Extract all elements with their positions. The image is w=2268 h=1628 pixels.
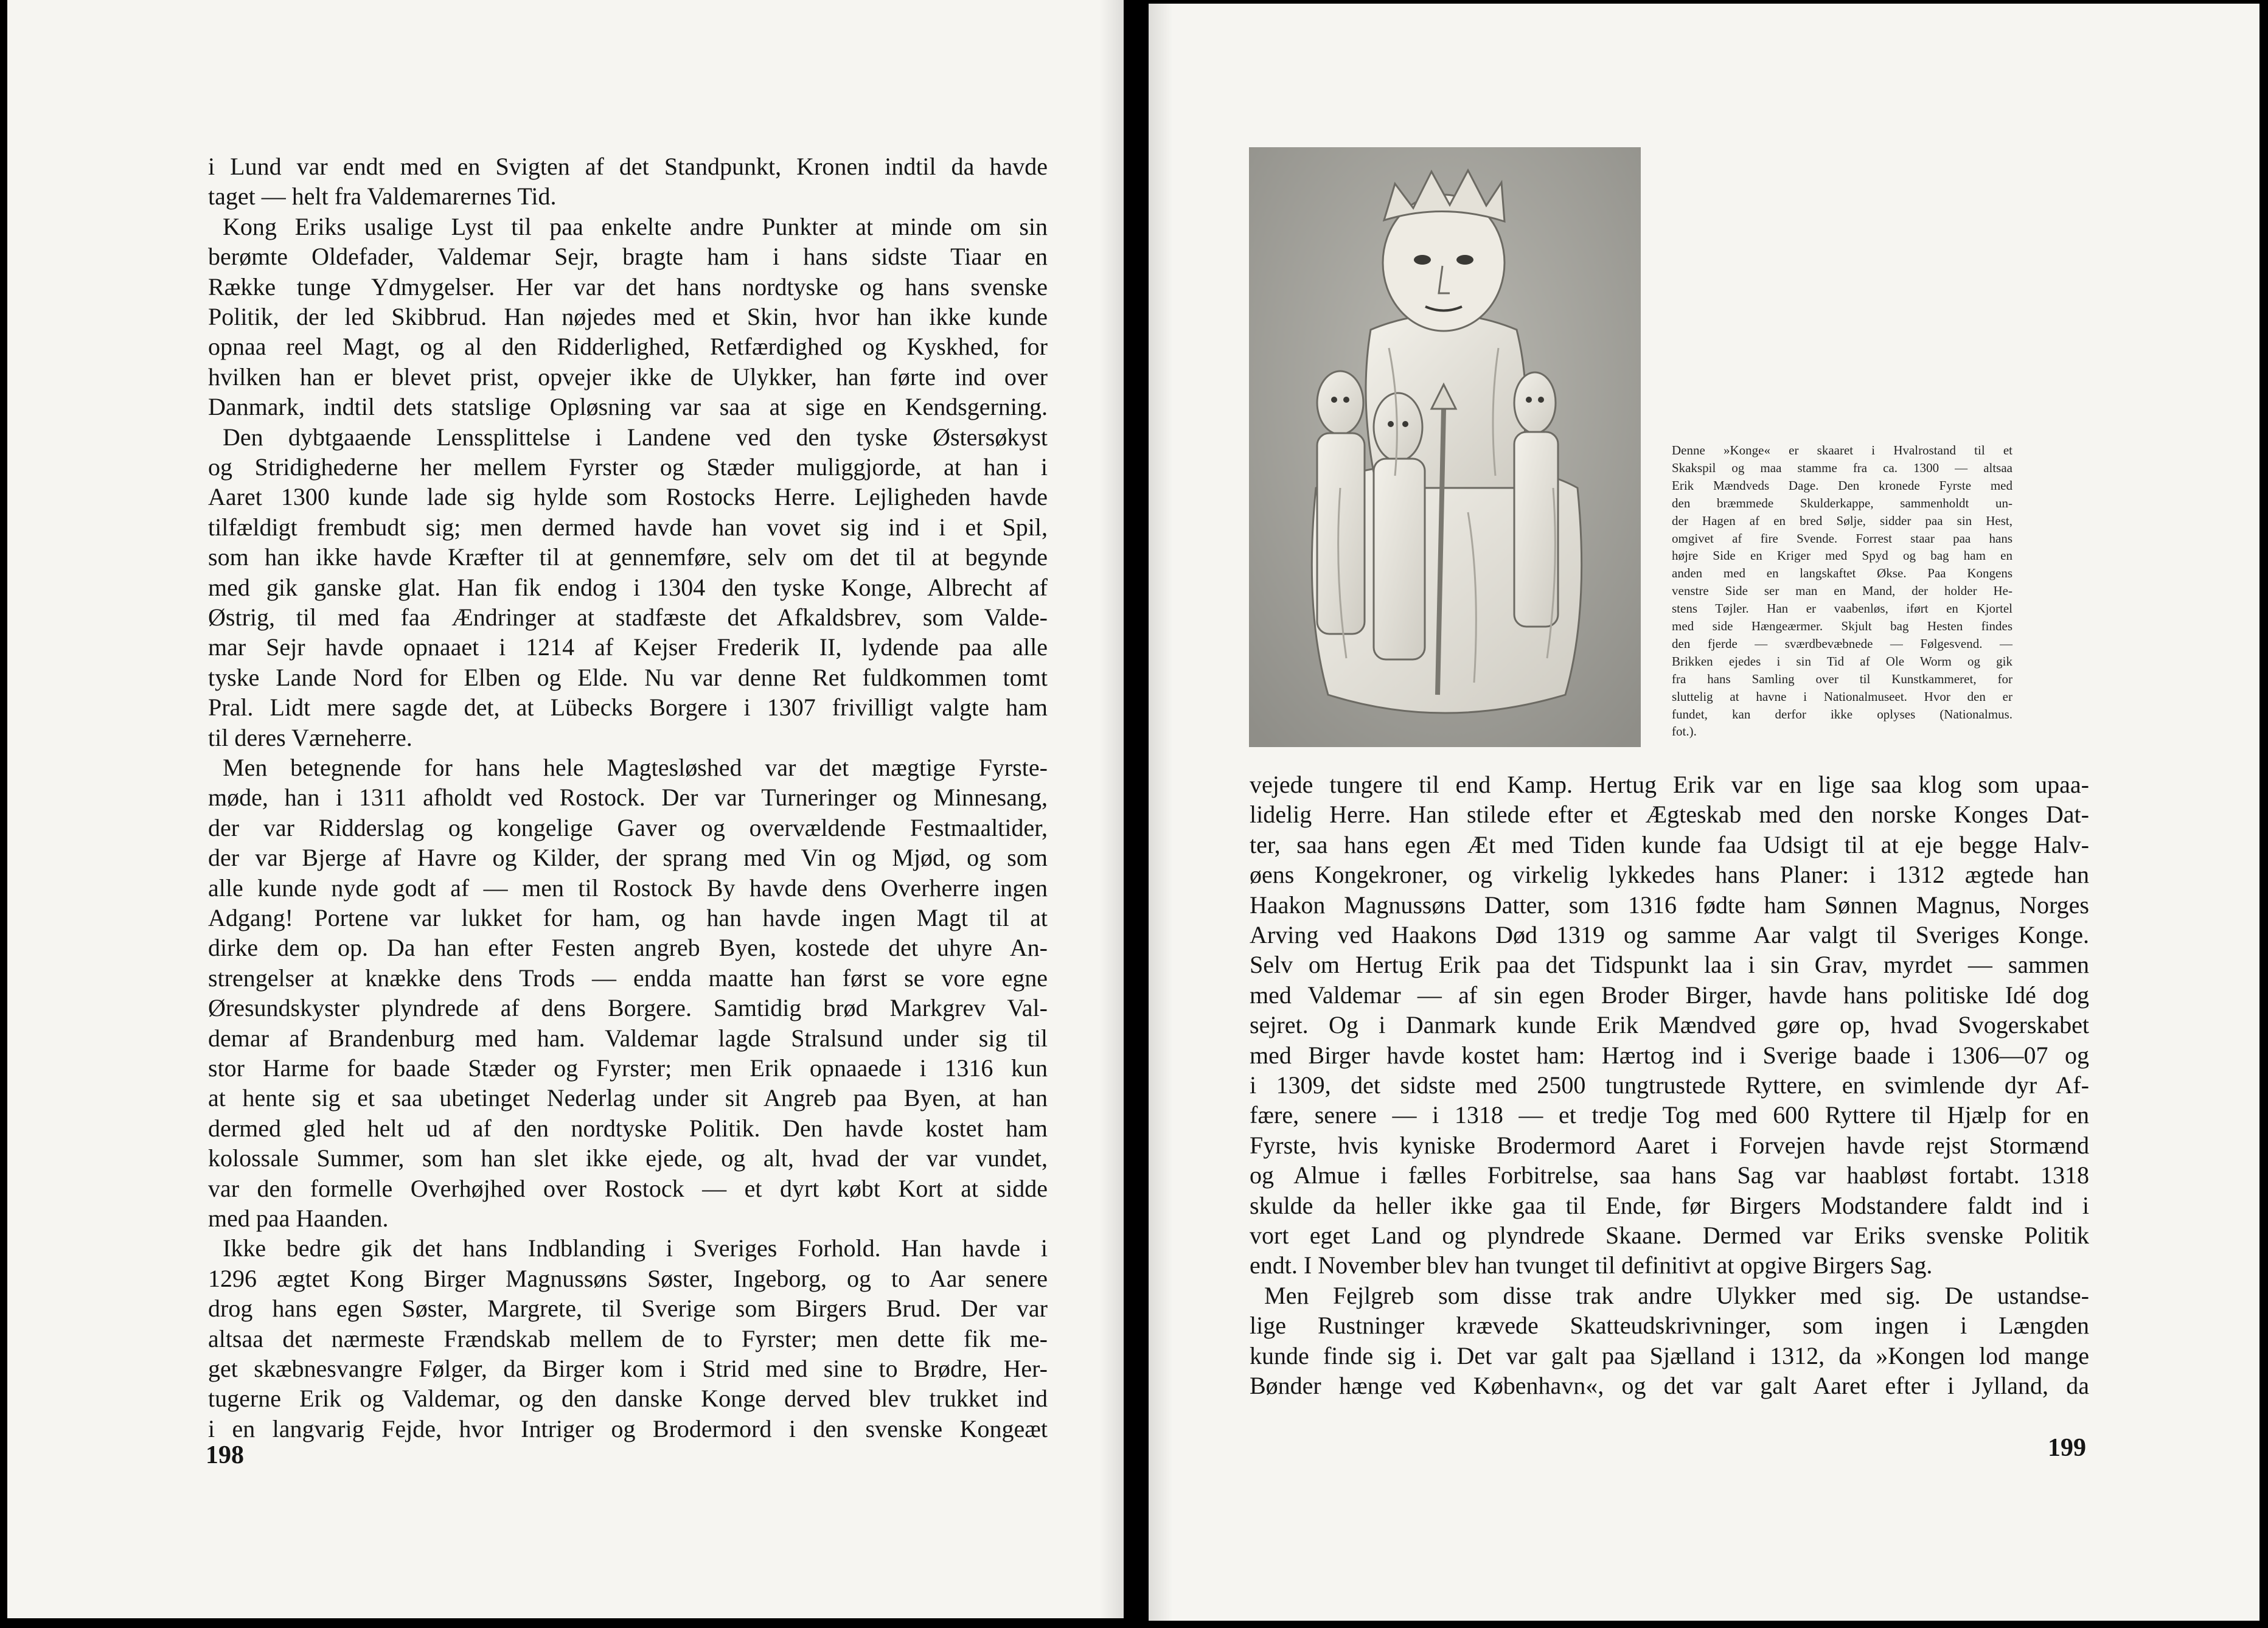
left-page [7,0,1124,1618]
caption-line: stens Tøjler. Han er vaabenløs, iført en Kjortel [1672,601,2012,616]
body-text-line: Fyrste, hvis kyniske Brodermord Aaret i Forvejen havde rejst Stormænd [1250,1131,2089,1159]
body-text-line: med Birger havde kostet ham: Hærtog ind i Sverige baade i 1306—07 og [1250,1041,2089,1069]
body-text-line: Politik, der led Skibbrud. Han nøjedes med et Skin, hvor han ikke kunde [208,303,1048,330]
body-text-line: der var Ridderslag og kongelige Gaver og overvældende Festmaaltider, [208,813,1048,841]
gutter-shadow [1149,4,1173,1621]
body-text-line: taget — helt fra Valdemarernes Tid. [208,183,557,210]
body-text-line: Øresundskyster plyndrede af dens Borgere. Samtidig brød Markgrev Val- [208,994,1048,1022]
body-text-line: alle kunde nyde godt af — men til Rostock By havde dens Overherre ingen [208,874,1048,902]
chess-king-photo [1249,147,1641,747]
body-text-line: Men Fejlgreb som disse trak andre Ulykker med sig. De ustandse- [1264,1281,2089,1309]
body-text-line: Selv om Hertug Erik paa det Tidspunkt laa i sin Grav, myrdet — sammen [1250,951,2089,979]
body-text-line: dirke dem op. Da han efter Festen angreb Byen, kostede det uhyre An- [208,934,1048,962]
body-text-line: berømte Oldefader, Valdemar Sejr, bragte ham i hans sidste Tiaar en [208,243,1048,271]
body-text-line: Ikke bedre gik det hans Indblanding i Sveriges Forhold. Han havde i [223,1234,1048,1262]
body-text-line: altsaa det nærmeste Frændskab mellem de to Fyrster; men dette fik me- [208,1324,1048,1352]
body-text-line: drog hans egen Søster, Margrete, til Sverige som Birgers Brud. Der var [208,1295,1048,1323]
body-text-line: med gik ganske glat. Han fik endog i 1304 den tyske Konge, Albrecht af [208,573,1048,601]
body-text-line: øens Kongekroner, og virkelig lykkedes hans Planer: i 1312 ægtede han [1250,861,2089,889]
body-text-line: som han ikke havde Kræfter til at gennemføre, selv om det til at begynde [208,543,1048,571]
body-text-line: skulde da heller ikke gaa til Ende, før Birgers Modstandere faldt ind i [1250,1191,2089,1219]
body-text-line: Den dybtgaaende Lenssplittelse i Landene ved den tyske Østersøkyst [223,423,1048,451]
caption-line: der Hagen af en bred Sølje, sidder paa sin Hest, [1672,513,2012,528]
body-text-line: i 1309, det sidste med 2500 tungtrustede Ryttere, en svimlende dyr Af- [1250,1071,2089,1099]
body-text-line: Østrig, til med faa Ændringer at stadfæste det Afkaldsbrev, som Valde- [208,604,1048,631]
body-text-line: vejede tungere til end Kamp. Hertug Erik var en lige saa klog som upaa- [1250,771,2089,798]
body-text-line: opnaa reel Magt, og al den Ridderlighed, Retfærdighed og Kyskhed, for [208,333,1048,361]
body-text-line: 1296 ægtet Kong Birger Magnussøns Søster, Ingeborg, og to Aar senere [208,1264,1048,1292]
body-text-line: Bønder hænge ved København«, og det var galt Aaret efter i Jylland, da [1250,1372,2089,1399]
gutter-shadow [1099,0,1124,1618]
body-text-line: get skæbnesvangre Følger, da Birger kom i Strid med sine to Brødre, Her- [208,1355,1048,1382]
body-text-line: og Stridighederne her mellem Fyrster og Stæder muliggjorde, at han i [208,453,1048,481]
ivory-chess-king-icon [1249,147,1641,747]
body-text-line: til deres Værneherre. [208,723,412,751]
caption-line: sluttelig at havne i Nationalmuseet. Hvor den er [1672,689,2012,704]
body-text-line: stor Harme for baade Stæder og Fyrster; men Erik opnaaede i 1316 kun [208,1054,1048,1082]
body-text-line: og Almue i fælles Forbitrelse, saa hans Sag var haabløst fortabt. 1318 [1250,1161,2089,1189]
body-text-line: tilfældigt frembudt sig; men dermed havde han vovet sig ind i et Spil, [208,513,1048,541]
body-text-line: Aaret 1300 kunde lade sig hylde som Rostocks Herre. Lejligheden havde [208,483,1048,511]
page-number-right: 199 [2048,1434,2086,1462]
body-text-line: fære, senere — i 1318 — et tredje Tog med 600 Ryttere til Hjælp for en [1250,1101,2089,1129]
body-text-line: Række tunge Ydmygelser. Her var det hans nordtyske og hans svenske [208,273,1048,301]
body-text-line: Pral. Lidt mere sagde det, at Lübecks Borgere i 1307 frivilligt valgte ham [208,694,1048,722]
body-text-line: med paa Haanden. [208,1205,389,1232]
body-text-line: hvilken han er blevet prist, opvejer ikke de Ulykker, han førte ind over [208,363,1048,391]
caption-line: Brikken ejedes i sin Tid af Ole Worm og gik [1672,653,2012,669]
caption-line: Skakspil og maa stamme fra ca. 1300 — altsaa [1672,460,2012,475]
body-text-line: Danmark, indtil dets statslige Opløsning var saa at sige en Kendsgerning. [208,393,1048,421]
body-text-line: kolossale Summer, som han slet ikke ejede, og alt, hvad der var vundet, [208,1144,1048,1172]
body-text-line: vort eget Land og plyndrede Skaane. Dermed var Eriks svenske Politik [1250,1222,2089,1249]
body-text-line: Men betegnende for hans hele Magtesløshed var det mægtige Fyrste- [223,754,1048,781]
body-text-line: lidelig Herre. Han stilede efter et Ægteskab med den norske Konges Dat- [1250,801,2089,829]
body-text-line: med Valdemar — af sin egen Broder Birger, havde hans politiske Idé dog [1250,981,2089,1009]
body-text-line: demar af Brandenburg med ham. Valdemar lagde Stralsund under sig til [208,1024,1048,1052]
body-text-line: var den formelle Overhøjhed over Rostock — et dyrt købt Kort at sidde [208,1174,1048,1202]
body-text-line: strengelser at knække dens Trods — endda maatte han først se vore egne [208,964,1048,992]
body-text-line: Adgang! Portene var lukket for ham, og han havde ingen Magt til at [208,904,1048,931]
caption-line: fundet, kan derfor ikke oplyses (Nationalmus. [1672,706,2012,722]
caption-line: Erik Mændveds Dage. Den kronede Fyrste med [1672,478,2012,493]
caption-line: anden med en langskaftet Økse. Paa Kongens [1672,566,2012,581]
caption-line: fot.). [1672,724,1697,739]
body-text-line: Haakon Magnussøns Datter, som 1316 fødte ham Sønnen Magnus, Norges [1250,891,2089,919]
body-text-line: dermed gled helt ud af den nordtyske Politik. Den havde kostet ham [208,1114,1048,1142]
body-text-line: tugerne Erik og Valdemar, og den danske Konge derved blev trukket ind [208,1385,1048,1413]
caption-line: højre Side en Kriger med Spyd og bag ham en [1672,548,2012,563]
caption-line: den fjerde — sværdbevæbnede — Følgesvend. — [1672,636,2012,651]
page-number-left: 198 [206,1441,244,1469]
body-text-line: mar Sejr havde opnaaet i 1214 af Kejser Frederik II, lydende paa alle [208,633,1048,661]
body-text-line: i en langvarig Fejde, hvor Intriger og Brodermord i den svenske Kongeæt [208,1414,1048,1442]
body-text-line: der var Bjerge af Havre og Kilder, der sprang med Vin og Mjød, og som [208,844,1048,872]
body-text-line: tyske Lande Nord for Elben og Elde. Nu var denne Ret fuldkommen tomt [208,663,1048,691]
body-text-line: at hente sig et saa ubetinget Nederlag under sit Angreb paa Byen, at han [208,1084,1048,1112]
body-text-line: sejret. Og i Danmark kunde Erik Mændved gøre op, hvad Svogerskabet [1250,1011,2089,1039]
caption-line: Denne »Konge« er skaaret i Hvalrostand til et [1672,443,2012,457]
body-text-line: lige Rustninger krævede Skatteudskrivninger, som ingen i Længden [1250,1312,2089,1340]
body-text-line: møde, han i 1311 afholdt ved Rostock. Der var Turneringer og Minnesang, [208,784,1048,812]
body-text-line: Kong Eriks usalige Lyst til paa enkelte andre Punkter at minde om sin [223,212,1048,240]
caption-line: den bræmmede Skulderkappe, sammenholdt un- [1672,495,2012,510]
caption-line: fra hans Samling over til Kunstkammeret, for [1672,671,2012,686]
caption-line: omgivet af fire Svende. Forrest staar paa hans [1672,530,2012,546]
body-text-line: kunde finde sig i. Det var galt paa Sjælland i 1312, da »Kongen lod mange [1250,1341,2089,1369]
body-text-line: Arving ved Haakons Død 1319 og samme Aar valgt til Sveriges Konge. [1250,921,2089,948]
caption-line: med side Hængeærmer. Skjult bag Hesten findes [1672,619,2012,633]
body-text-line: ter, saa hans egen Æt med Tiden kunde faa Udsigt til at eje begge Halv- [1250,830,2089,858]
body-text-line: i Lund var endt med en Svigten af det Standpunkt, Kronen indtil da havde [208,153,1048,180]
caption-line: venstre Side ser man en Mand, der holder He- [1672,583,2012,599]
right-page [1149,4,2259,1621]
body-text-line: endt. I November blev han tvunget til definitivt at opgive Birgers Sag. [1250,1251,1933,1279]
